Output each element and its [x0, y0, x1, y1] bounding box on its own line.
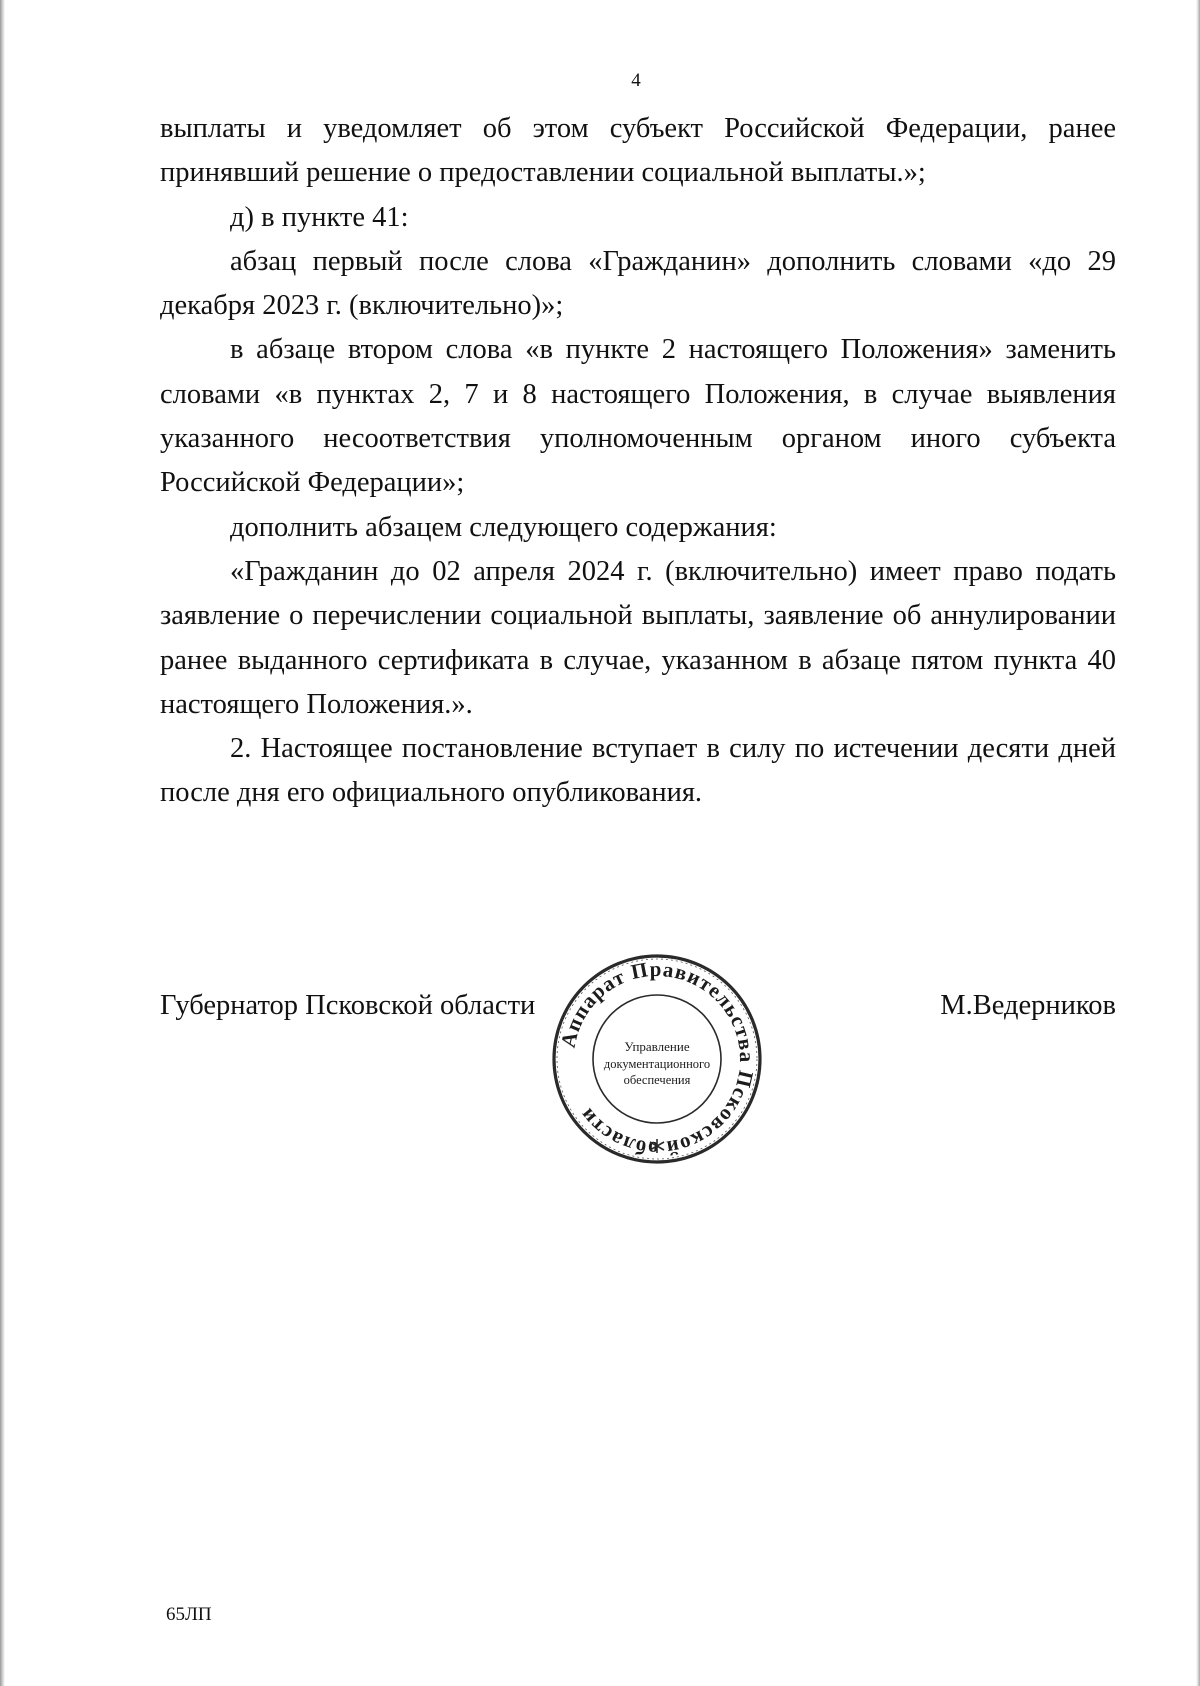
paragraph: «Гражданин до 02 апреля 2024 г. (включительно) имеет право подать заявление о перечислении социальной выплаты, заявление об аннулировании ранее выданного сертификата в случае, указанном в абзаце пятом пункта 40 настоящего Положения.». — [160, 555, 1116, 720]
scan-edge-left — [0, 0, 5, 1686]
paragraph: в абзаце втором слова «в пункте 2 настоящего Положения» заменить словами «в пунктах 2, 7 и 8 настоящего Положения, в случае выявления указанного несоответствия уполномоченным органом иного субъекта Российской Федерации»; — [160, 334, 1116, 499]
signer-title: Губернатор Псковской области — [160, 990, 536, 1021]
paragraph: дополнить абзацем следующего содержания: — [230, 511, 777, 543]
document-body — [160, 107, 1116, 816]
paragraph: выплаты и уведомляет об этом субъект Российской Федерации, ранее принявший решение о предоставлении социальной выплаты.»; — [160, 113, 1116, 189]
paragraph: д) в пункте 41: — [230, 201, 409, 233]
seal-center-line-3: обеспечения — [623, 1073, 691, 1087]
seal-graphic — [549, 951, 765, 1167]
seal-center-line-1: Управление — [624, 1039, 690, 1054]
document-code: 65ЛП — [166, 1604, 212, 1625]
signer-name: М.Ведерников — [940, 990, 1116, 1021]
seal-outer-text: Аппарат Правительства Псковской области — [555, 956, 760, 1162]
seal-center-line-2: документационного — [603, 1057, 711, 1071]
page-number: 4 — [631, 70, 641, 91]
scan-edge-right — [1196, 0, 1200, 1686]
paragraph: абзац первый после слова «Гражданин» дополнить словами «до 29 декабря 2023 г. (включительно)»; — [160, 245, 1116, 322]
paragraph: 2. Настоящее постановление вступает в силу по истечении десяти дней после дня его официального опубликования. — [160, 733, 1116, 809]
official-seal — [549, 951, 765, 1167]
